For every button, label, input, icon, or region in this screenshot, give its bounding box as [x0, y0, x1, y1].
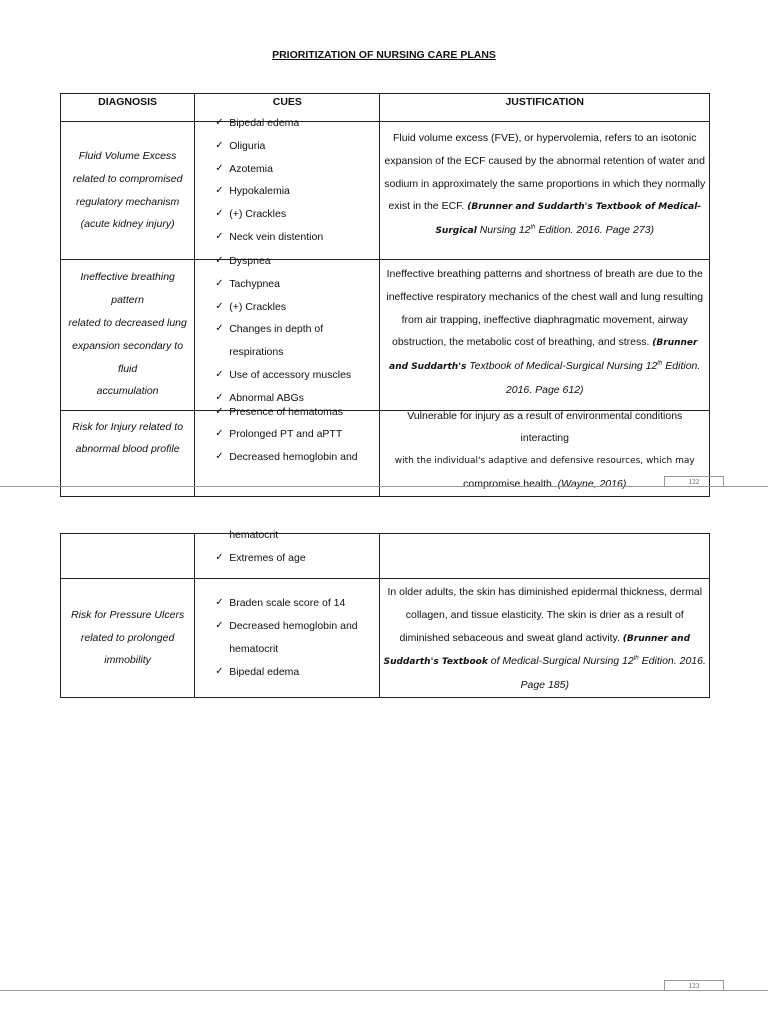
cue-text: Bipedal edema — [229, 665, 300, 678]
diagnosis-line: related to compromised — [72, 172, 183, 185]
cue-text: Hypokalemia — [229, 185, 290, 198]
list-item — [215, 250, 379, 273]
check-icon: ✓ — [215, 368, 224, 380]
diagnosis-cell — [61, 410, 195, 496]
cue-text: Changes in depth of respirations — [229, 323, 324, 359]
cue-text: Prolonged PT and aPTT — [229, 428, 343, 441]
cues-cell — [195, 117, 380, 260]
header-diagnosis: DIAGNOSIS — [61, 94, 195, 122]
page-separator — [0, 486, 768, 487]
justification-cell — [380, 534, 710, 579]
reference-citation: Nursing 12 — [479, 224, 531, 237]
care-plan-table-page-1 — [60, 93, 710, 497]
cue-text: Decreased hemoglobin and — [229, 620, 358, 633]
diagnosis-line: related to prolonged — [80, 631, 175, 644]
justification-text: In older adults, the skin has diminished epidermal thickness, dermal collagen, and tissue elasticity. The skin is drier as a result of diminished sebaceous and sweat gland activity. — [387, 586, 703, 644]
table-row — [61, 534, 710, 579]
diagnosis-line: abnormal blood profile — [75, 443, 180, 456]
cue-text: Neck vein distention — [229, 230, 324, 243]
table-row — [61, 260, 710, 411]
header-cues: CUES — [195, 94, 380, 122]
table-row — [61, 410, 710, 496]
diagnosis-line: regulatory mechanism — [75, 195, 180, 208]
list-item — [215, 638, 379, 661]
diagnosis-line: Risk for Injury related to — [72, 420, 184, 433]
diagnosis-cell — [61, 534, 195, 579]
reference-citation: Textbook of Medical-Surgical Nursing 12 — [469, 360, 658, 373]
cues-list — [195, 547, 379, 570]
table-header-row — [61, 94, 710, 122]
cues-cell — [195, 255, 380, 411]
diagnosis-line: immobility — [104, 654, 151, 667]
cue-text: Presence of hematomas — [229, 405, 344, 418]
list-item — [215, 364, 379, 387]
check-icon: ✓ — [215, 405, 224, 417]
check-icon: ✓ — [215, 255, 224, 266]
check-icon: ✓ — [215, 162, 224, 174]
justification-line: compromise health. — [463, 477, 555, 490]
header-justification: JUSTIFICATION — [380, 94, 710, 122]
list-item — [215, 273, 379, 296]
check-icon: ✓ — [215, 323, 224, 335]
check-icon: ✓ — [215, 277, 224, 289]
reference-superscript: th — [530, 224, 536, 231]
diagnosis-line: Risk for Pressure Ulcers — [71, 608, 185, 621]
list-item — [215, 401, 379, 424]
page-separator — [0, 990, 768, 991]
list-item — [215, 296, 379, 319]
list-item — [215, 226, 379, 249]
reference-citation: (Brunner and Suddarth's Textbook — [383, 633, 691, 668]
check-icon: ✓ — [215, 185, 224, 197]
cues-cell — [195, 579, 380, 698]
reference-citation: (Brunner and Suddarth's Textbook of Medical-Surgical — [435, 202, 702, 237]
diagnosis-line: expansion secondary to fluid — [72, 339, 184, 375]
diagnosis-cell — [61, 122, 195, 260]
cues-cell — [195, 529, 380, 579]
page-number: 122 — [664, 476, 724, 487]
justification-line: with the individual's adaptive and defensive resources, which may — [394, 456, 695, 467]
table-row — [61, 122, 710, 260]
list-item — [215, 135, 379, 158]
list-item — [215, 615, 379, 638]
justification-cell — [380, 579, 710, 698]
cues-list — [195, 112, 379, 249]
check-icon: ✓ — [215, 230, 224, 242]
list-item — [215, 203, 379, 226]
check-icon: ✓ — [215, 117, 224, 128]
cue-text: Oliguria — [229, 139, 266, 152]
list-item — [215, 446, 379, 469]
reference-citation: Edition. 2016. Page 273) — [538, 224, 655, 237]
reference-superscript: th — [633, 655, 639, 662]
list-item — [215, 112, 379, 135]
diagnosis-cell — [61, 579, 195, 698]
list-item — [215, 661, 379, 684]
cue-text: Decreased hemoglobin and — [229, 451, 358, 464]
reference-citation: of Medical-Surgical Nursing 12 — [490, 655, 634, 668]
justification-text: Fluid volume excess (FVE), or hypervolemia, refers to an isotonic expansion of the ECF caused by the abnormal retention of water and sodium in approximately the same proportions in which they normally exist in the ECF. — [384, 132, 706, 213]
check-icon: ✓ — [215, 139, 224, 151]
reference-superscript: th — [657, 360, 663, 367]
diagnosis-line: Ineffective breathing pattern — [80, 271, 175, 307]
list-item — [215, 318, 379, 364]
table-row — [61, 579, 710, 698]
list-item — [215, 592, 379, 615]
reference-citation: Edition. 2016. Page 612) — [505, 360, 701, 396]
cue-continued: hematocrit — [229, 529, 279, 541]
reference-citation: (Brunner and Suddarth's — [389, 338, 698, 373]
check-icon: ✓ — [215, 300, 224, 312]
cues-list — [195, 401, 379, 469]
page-number: 123 — [664, 980, 724, 991]
justification-cell — [380, 260, 710, 411]
list-item — [215, 547, 379, 570]
diagnosis-line: Fluid Volume Excess — [78, 149, 177, 162]
list-item — [215, 180, 379, 203]
cues-cell — [195, 405, 380, 496]
check-icon: ✓ — [215, 451, 224, 463]
cue-text: Bipedal edema — [229, 117, 300, 129]
diagnosis-line: related to decreased lung — [68, 316, 187, 329]
cue-text: Tachypnea — [229, 277, 280, 290]
check-icon: ✓ — [215, 208, 224, 220]
check-icon: ✓ — [215, 620, 224, 632]
check-icon: ✓ — [215, 665, 224, 677]
cues-list — [195, 250, 379, 410]
cue-text: Extremes of age — [229, 551, 306, 564]
cue-text: (+) Crackles — [229, 300, 287, 313]
justification-line: Vulnerable for injury as a result of environmental conditions interacting — [407, 409, 683, 445]
cue-text: (+) Crackles — [229, 208, 287, 221]
cue-text: Azotemia — [229, 162, 273, 175]
check-icon: ✓ — [215, 428, 224, 440]
justification-cell — [380, 410, 710, 496]
reference-citation: (Wayne, 2016) — [557, 477, 627, 490]
reference-citation: Edition. 2016. Page 185) — [520, 655, 706, 692]
cue-text: Use of accessory muscles — [229, 368, 352, 381]
care-plan-table-page-2 — [60, 529, 710, 698]
page-title: PRIORITIZATION OF NURSING CARE PLANS — [272, 49, 496, 61]
diagnosis-line: (acute kidney injury) — [80, 218, 175, 231]
list-item — [215, 423, 379, 446]
cue-text: Braden scale score of 14 — [229, 597, 346, 610]
check-icon: ✓ — [215, 597, 224, 609]
list-item — [215, 158, 379, 181]
diagnosis-cell — [61, 260, 195, 411]
diagnosis-line: accumulation — [96, 385, 159, 398]
justification-cell — [380, 122, 710, 260]
check-icon: ✓ — [215, 391, 224, 403]
cues-list — [195, 592, 379, 683]
cue-text: hematocrit — [229, 642, 279, 655]
cue-text: Dyspnea — [229, 255, 271, 267]
cue-text: Abnormal ABGs — [229, 391, 304, 404]
check-icon: ✓ — [215, 551, 224, 563]
justification-text: Ineffective breathing patterns and shortness of breath are due to the ineffective respiratory mechanics of the chest wall and lung resulting from air trapping, ineffective diaphragmatic movement, airway obstruction, the metabolic cost of breathing, and stress. — [386, 268, 704, 349]
